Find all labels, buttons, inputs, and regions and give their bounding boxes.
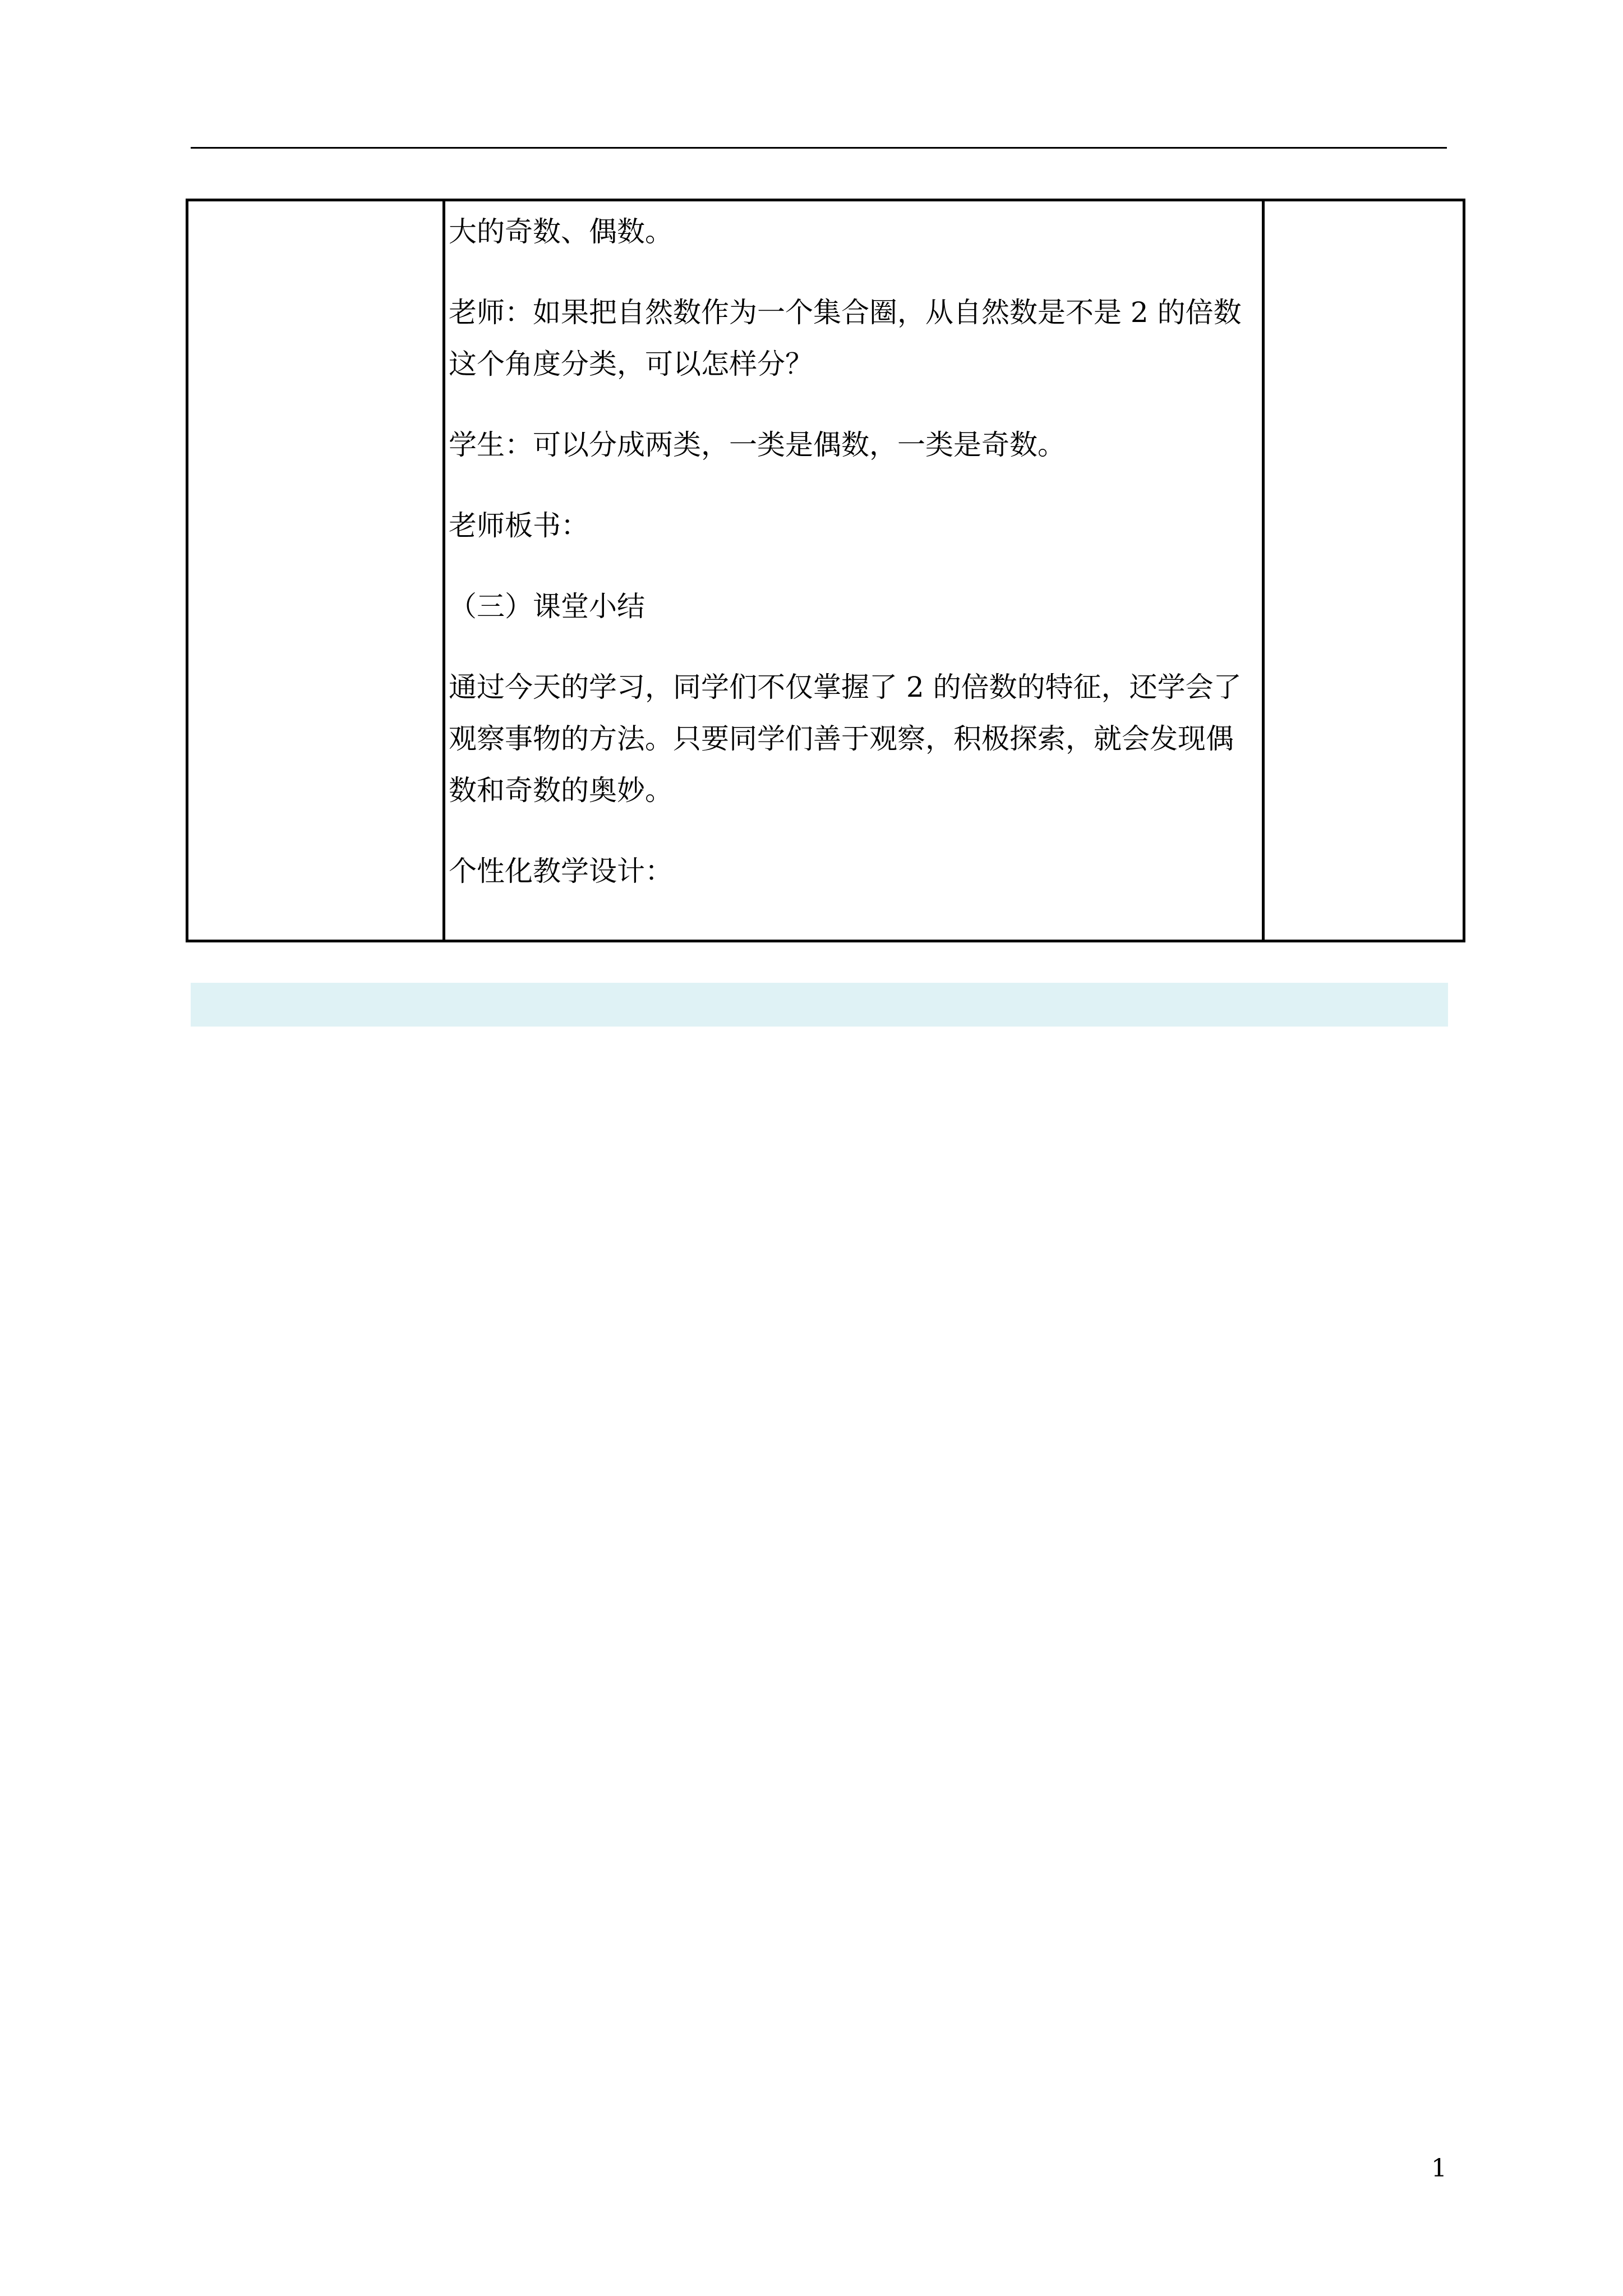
left-cell-text: [188, 201, 442, 206]
paragraph-board-writing: 老师板书：: [449, 509, 589, 542]
paragraph-teacher-question: 老师：如果把自然数作为一个集合圈，从自然数是不是 2 的倍数 这个角度分类，可以怎样分？: [449, 296, 1242, 380]
highlight-band: [191, 983, 1448, 1027]
paragraph-section-summary-heading: （三）课堂小结: [449, 590, 645, 623]
page-number: 1: [1431, 2154, 1447, 2183]
paragraph-student-answer: 学生：可以分成两类，一类是偶数，一类是奇数。: [449, 429, 1066, 461]
paragraph-personalized-design: 个性化教学设计：: [449, 855, 673, 887]
lesson-plan-table: [186, 199, 1465, 942]
left-cell: [187, 200, 444, 941]
paragraph-summary-text: 通过今天的学习，同学们不仅掌握了 2 的倍数的特征，还学会了 观察事物的方法。只要同学们善于观察，积极探索，就会发现偶 数和奇数的奥妙。: [449, 671, 1242, 807]
table-row: [187, 200, 1464, 941]
middle-cell-content: [445, 201, 1262, 897]
paragraph-odd-even-intro: 大的奇数、偶数。: [449, 215, 673, 248]
header-rule: [191, 147, 1447, 149]
right-cell: [1264, 200, 1464, 941]
right-cell-text: [1265, 201, 1463, 206]
middle-cell: [444, 200, 1264, 941]
